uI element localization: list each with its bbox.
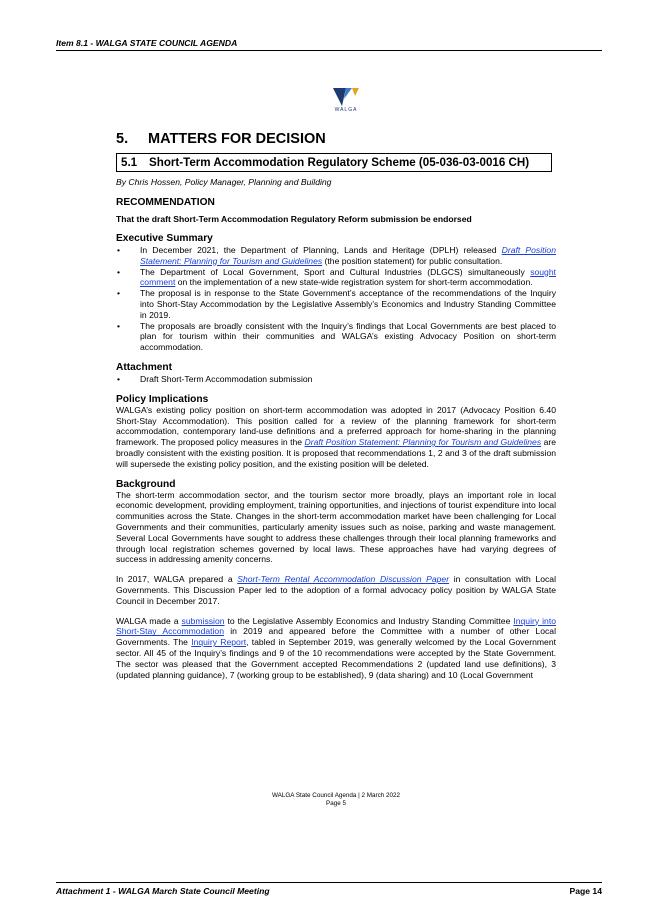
page-footer-agenda: WALGA State Council Agenda | 2 March 2022	[271, 792, 401, 799]
policy-implications-text: WALGA’s existing policy position on short-term accommodation was adopted in 2017 (Advocacy Position 6.40 Short-Stay Accommodation). This position called for a review of the planning framework for short-term accommodation, contemporary land-use definitions and a preferred approach for home-sharing in the planning framework. The proposed policy measures in the Draft Position Statement: Planning for Tourism and Guidelines are broadly consistent with the existing position. It is proposed that recommendations 1, 2 and 3 of the draft submission will supersede the existing policy position, and the existing position will be deleted.	[116, 404, 556, 469]
background-paragraph-3: WALGA made a submission to the Legislative Assembly Economics and Industry Standing Committee Inquiry into Short-Stay Accommodation in 2019 and appeared before the Committee with a number of other Local Governments. The Inquiry Report, tabled in September 2019, was generally welcomed by the Local Government sector. All 45 of the Inquiry’s findings and 9 of the 10 recommendations were accepted by the State Government. The sector was pleased that the Government accepted Recommendations 2 (updated land use definitions), 3 (updated planning guidance), 7 (working group to be established), 9 (data sharing) and 10 (Local Government	[116, 615, 557, 680]
attachment-page-number: Page 14	[569, 886, 602, 896]
discussion-paper-link[interactable]: Short-Term Rental Accommodation Discussion Paper	[237, 574, 450, 585]
policy-draft-position-link[interactable]: Draft Position Statement: Planning for Tourism and Guidelines	[304, 437, 542, 448]
agenda-content	[116, 131, 556, 680]
page-footer	[116, 792, 556, 808]
item-title: Short-Term Accommodation Regulatory Scheme (05-036-03-0016 CH)	[149, 156, 530, 169]
section-title: MATTERS FOR DECISION	[148, 131, 326, 147]
attachment-list	[116, 374, 556, 385]
recommendation-text: That the draft Short-Term Accommodation Regulatory Reform submission be endorsed	[116, 214, 472, 224]
policy-implications-heading: Policy Implications	[116, 393, 209, 405]
executive-summary-list	[116, 245, 556, 353]
item-heading	[116, 153, 552, 172]
inquiry-report-link[interactable]: Inquiry Report	[191, 637, 247, 648]
section-heading	[116, 131, 556, 147]
background-heading: Background	[116, 478, 176, 490]
list-item: • In December 2021, the Department of Planning, Lands and Heritage (DPLH) released Draft Position Statement: Planning for Tourism and Guidelines (the position statement) for public consultation.	[116, 245, 556, 267]
list-item: • The Department of Local Government, Sport and Cultural Industries (DLGCS) simultaneously sought comment on the implementation of a new state-wide registration system for short-term accommodation.	[116, 267, 556, 289]
recommendation-heading: RECOMMENDATION	[116, 197, 215, 208]
byline: By Chris Hossen, Policy Manager, Planning and Building	[116, 177, 332, 187]
attachment-footer-text: Attachment 1 - WALGA March State Council Meeting	[56, 886, 270, 896]
agenda-header: Item 8.1 - WALGA STATE COUNCIL AGENDA	[56, 38, 602, 51]
background-paragraph-2: In 2017, WALGA prepared a Short-Term Rental Accommodation Discussion Paper in consultation with Local Governments. This Discussion Paper led to the adoption of a formal advocacy policy position by WALGA State Council in December 2017.	[116, 574, 556, 606]
draft-position-statement-link[interactable]: Draft Position Statement: Planning for Tourism and Guidelines	[140, 245, 556, 266]
list-item: • The proposals are broadly consistent with the Inquiry’s findings that Local Governments are best placed to plan for tourism within their communities and WALGA’s existing Advocacy Position on short-term accommodation.	[116, 321, 556, 353]
executive-summary-heading: Executive Summary	[116, 233, 213, 244]
section-number: 5.	[116, 131, 129, 147]
attachment-footer	[56, 882, 602, 896]
walga-logo-text: WALGA	[334, 107, 358, 113]
list-item: • Draft Short-Term Accommodation submission	[116, 374, 556, 385]
inquiry-link[interactable]: Inquiry into Short-Stay Accommodation	[116, 615, 557, 637]
page-footer-page-number: Page 5	[326, 800, 346, 807]
attachment-heading: Attachment	[116, 361, 173, 373]
walga-logo	[326, 88, 366, 113]
submission-link[interactable]: submission	[181, 615, 225, 626]
item-number: 5.1	[121, 156, 138, 169]
walga-logo-icon	[333, 88, 359, 106]
list-item: • The proposal is in response to the State Government’s acceptance of the recommendations of the Inquiry into Short-Stay Accommodation by the Legislative Assembly’s Economics and Industry Standing Committee in 2019.	[116, 288, 556, 320]
background-paragraph-1: The short-term accommodation sector, and the tourism sector more broadly, plays an important role in local economic development, providing employment, training opportunities, and injections of tourist expenditure into local communities across the State. Changes in the short-term accommodation market have been challenging for Local Governments and their communities, particularly amenity issues such as noise, parking and waste management. Several Local Governments have sought to address these challenges through their local planning frameworks and through local registration schemes governed by local laws. These approaches have had varying degrees of success in addressing amenity concerns.	[116, 489, 556, 565]
sought-comment-link[interactable]: sought comment	[140, 266, 556, 288]
